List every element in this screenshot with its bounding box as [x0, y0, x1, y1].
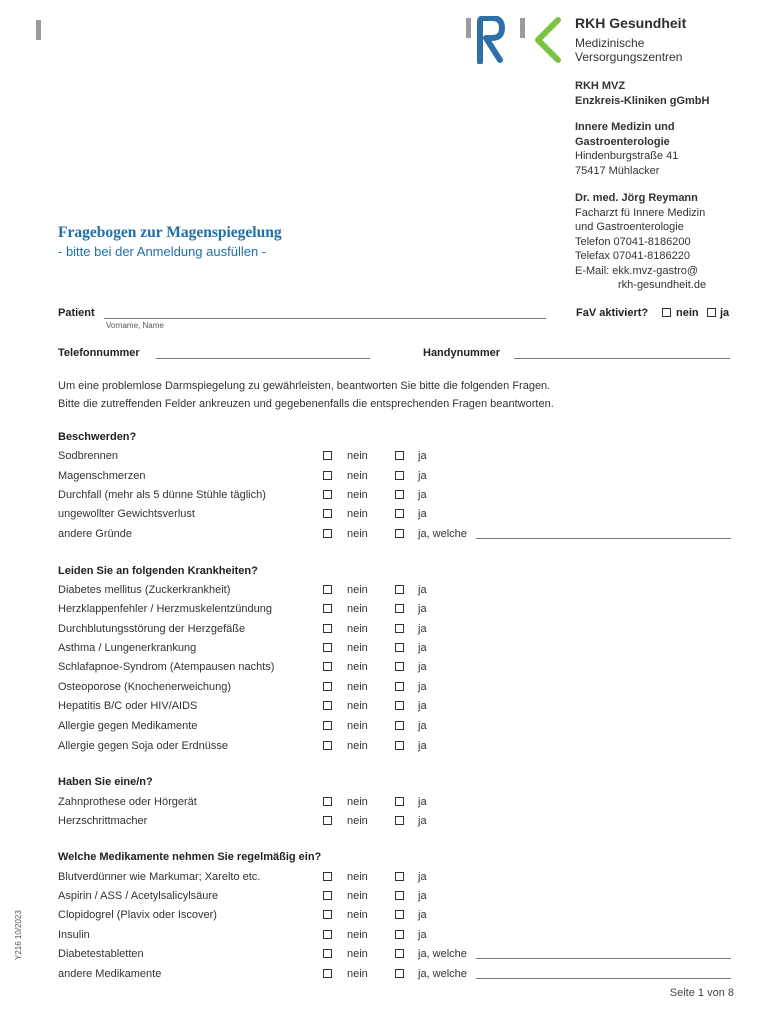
- yes-checkbox[interactable]: [395, 816, 404, 825]
- no-checkbox[interactable]: [323, 682, 332, 691]
- diabetes-tablets-field[interactable]: [476, 958, 731, 959]
- question-row: Schlafapnoe-Syndrom (Atempausen nachts) nein ja: [58, 661, 427, 673]
- no-checkbox[interactable]: [323, 701, 332, 710]
- no-checkbox[interactable]: [323, 604, 332, 613]
- no-checkbox[interactable]: [323, 816, 332, 825]
- yes-checkbox[interactable]: [395, 604, 404, 613]
- form-subtitle: - bitte bei der Anmeldung ausfüllen -: [58, 244, 267, 259]
- yes-checkbox[interactable]: [395, 529, 404, 538]
- fav-no-label: nein: [676, 307, 699, 319]
- patient-name-field[interactable]: [104, 318, 546, 319]
- question-row: Diabetes mellitus (Zuckerkrankheit) nein ja: [58, 584, 427, 596]
- rkh-logo-icon: [466, 16, 564, 64]
- no-checkbox[interactable]: [323, 872, 332, 881]
- question-row: Durchblutungsstörung der Herzgefäße nein ja: [58, 623, 427, 635]
- question-row: Osteoporose (Knochenerweichung) nein ja: [58, 681, 427, 693]
- mobile-field[interactable]: [514, 358, 730, 359]
- yes-checkbox[interactable]: [395, 643, 404, 652]
- no-checkbox[interactable]: [323, 529, 332, 538]
- no-checkbox[interactable]: [323, 624, 332, 633]
- yes-checkbox[interactable]: [395, 585, 404, 594]
- question-row: Diabetestabletten nein ja, welche: [58, 945, 738, 963]
- question-row: Magenschmerzen nein ja: [58, 470, 427, 482]
- patient-label: Patient: [58, 307, 95, 319]
- question-row: Blutverdünner wie Markumar; Xarelto etc. nein ja: [58, 871, 427, 883]
- yes-checkbox[interactable]: [395, 682, 404, 691]
- question-row: Aspirin / ASS / Acetylsalicylsäure nein ja: [58, 890, 427, 902]
- yes-checkbox[interactable]: [395, 471, 404, 480]
- fav-no-checkbox[interactable]: [662, 308, 671, 317]
- no-checkbox[interactable]: [323, 741, 332, 750]
- org-subtitle: Medizinische Versorgungszentren: [575, 36, 683, 64]
- doctor-contact: Dr. med. Jörg Reymann Facharzt fü Innere Medizin und Gastroenterologie Telefon 07041-8186200 Telefax 07041-8186220 E-Mail: ekk.mvz-gastro@ rkh-gesundheit.de: [575, 192, 707, 291]
- no-checkbox[interactable]: [323, 509, 332, 518]
- no-checkbox[interactable]: [323, 643, 332, 652]
- fav-yes-label: ja: [720, 307, 730, 319]
- question-row: Herzschrittmacher nein ja: [58, 815, 427, 827]
- question-row: Clopidogrel (Plavix oder Iscover) nein ja: [58, 909, 427, 921]
- question-row: andere Medikamente nein ja, welche: [58, 965, 738, 983]
- no-checkbox[interactable]: [323, 451, 332, 460]
- no-checkbox[interactable]: [323, 891, 332, 900]
- question-row: Durchfall (mehr als 5 dünne Stühle täglich) nein ja: [58, 489, 427, 501]
- question-row: Asthma / Lungenerkrankung nein ja: [58, 642, 427, 654]
- form-code: Y216 10/2023: [14, 910, 23, 960]
- form-title: Fragebogen zur Magenspiegelung: [58, 224, 282, 241]
- org-title: RKH Gesundheit: [575, 15, 687, 31]
- yes-checkbox[interactable]: [395, 949, 404, 958]
- yes-checkbox[interactable]: [395, 930, 404, 939]
- yes-checkbox[interactable]: [395, 624, 404, 633]
- no-checkbox[interactable]: [323, 949, 332, 958]
- yes-checkbox[interactable]: [395, 872, 404, 881]
- no-checkbox[interactable]: [323, 721, 332, 730]
- question-row: Insulin nein ja: [58, 929, 427, 941]
- no-checkbox[interactable]: [323, 797, 332, 806]
- question-row: ungewollter Gewichtsverlust nein ja: [58, 508, 427, 520]
- yes-checkbox[interactable]: [395, 741, 404, 750]
- phone-label: Telefonnummer: [58, 347, 140, 359]
- no-checkbox[interactable]: [323, 585, 332, 594]
- patient-hint: Vorname, Name: [106, 321, 164, 330]
- page-number: Seite 1 von 8: [669, 987, 734, 999]
- section-heading: Leiden Sie an folgenden Krankheiten?: [58, 565, 258, 577]
- phone-field[interactable]: [156, 358, 370, 359]
- other-reasons-field[interactable]: [476, 538, 731, 539]
- fav-label: FaV aktiviert?: [576, 307, 649, 319]
- yes-checkbox[interactable]: [395, 509, 404, 518]
- yes-checkbox[interactable]: [395, 721, 404, 730]
- other-medication-field[interactable]: [476, 978, 731, 979]
- section-heading: Beschwerden?: [58, 431, 137, 443]
- mobile-label: Handynummer: [423, 347, 501, 359]
- department-address: Innere Medizin und Gastroenterologie Hindenburgstraße 41 75417 Mühlacker: [575, 121, 679, 177]
- intro-text: Um eine problemlose Darmspiegelung zu gewährleisten, beantworten Sie bitte die folgenden Fragen. Bitte die zutreffenden Felder ankreuzen und gegebenenfalls die entsprechenden Fragen beantworten.: [58, 380, 554, 410]
- question-row: Allergie gegen Soja oder Erdnüsse nein ja: [58, 740, 427, 752]
- question-row: Herzklappenfehler / Herzmuskelentzündung nein ja: [58, 603, 427, 615]
- yes-checkbox[interactable]: [395, 797, 404, 806]
- no-checkbox[interactable]: [323, 969, 332, 978]
- no-checkbox[interactable]: [323, 910, 332, 919]
- yes-checkbox[interactable]: [395, 490, 404, 499]
- no-checkbox[interactable]: [323, 490, 332, 499]
- question-row: andere Gründe nein ja, welche: [58, 525, 738, 543]
- question-row: Allergie gegen Medikamente nein ja: [58, 720, 427, 732]
- yes-checkbox[interactable]: [395, 701, 404, 710]
- section-heading: Haben Sie eine/n?: [58, 776, 153, 788]
- yes-checkbox[interactable]: [395, 451, 404, 460]
- question-row: Sodbrennen nein ja: [58, 450, 427, 462]
- no-checkbox[interactable]: [323, 662, 332, 671]
- no-checkbox[interactable]: [323, 930, 332, 939]
- section-heading: Welche Medikamente nehmen Sie regelmäßig ein?: [58, 851, 322, 863]
- mvz-address: RKH MVZ Enzkreis-Kliniken gGmbH: [575, 80, 710, 107]
- yes-checkbox[interactable]: [395, 969, 404, 978]
- no-checkbox[interactable]: [323, 471, 332, 480]
- fav-yes-checkbox[interactable]: [707, 308, 716, 317]
- yes-checkbox[interactable]: [395, 891, 404, 900]
- yes-checkbox[interactable]: [395, 662, 404, 671]
- yes-checkbox[interactable]: [395, 910, 404, 919]
- question-row: Hepatitis B/C oder HIV/AIDS nein ja: [58, 700, 427, 712]
- fold-mark: [36, 20, 41, 40]
- question-row: Zahnprothese oder Hörgerät nein ja: [58, 796, 427, 808]
